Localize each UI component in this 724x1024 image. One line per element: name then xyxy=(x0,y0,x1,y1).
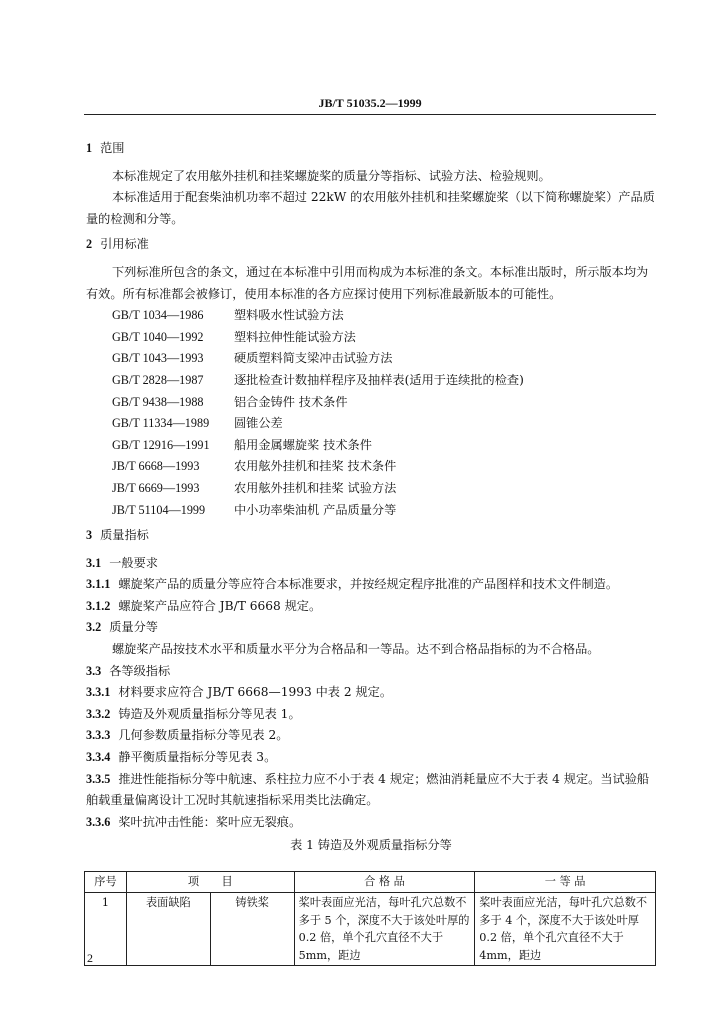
clause-text: 几何参数质量指标分等见表 2。 xyxy=(118,728,289,743)
clause-number: 3.3 xyxy=(86,663,102,678)
reference-title: 塑料拉伸性能试验方法 xyxy=(234,329,356,344)
reference-code: GB/T 1040—1992 xyxy=(112,329,204,344)
reference-list xyxy=(86,305,656,521)
paragraph: 下列标准所包含的条文，通过在本标准中引用而构成为本标准的条文。本标准出版时，所示版本均为有效。所有标准都会被修订，使用本标准的各方应探讨使用下列标准最新版本的可能性。 xyxy=(86,264,649,301)
table-header-row xyxy=(85,872,656,893)
cell-no: 1 xyxy=(85,893,127,966)
reference-item xyxy=(112,413,656,435)
reference-code: JB/T 6668—1993 xyxy=(112,459,200,474)
section-heading-2 xyxy=(86,234,656,256)
clause-number: 3.3.1 xyxy=(86,685,111,700)
reference-item xyxy=(112,305,656,327)
clause-number: 3.1 xyxy=(86,555,102,570)
cell-qualified: 桨叶表面应光洁，每叶孔穴总数不多于 5 个，深度不大于该处叶厚的 0.2 倍，单个孔穴直径不大于 5mm，距边 xyxy=(294,893,475,966)
reference-code: GB/T 2828—1987 xyxy=(112,372,204,387)
reference-title: 逐批检查计数抽样程序及抽样表(适用于连续批的检查) xyxy=(234,372,524,387)
reference-item xyxy=(112,348,656,370)
section-heading-1 xyxy=(86,138,656,160)
header-no: 序号 xyxy=(85,872,127,893)
reference-item xyxy=(112,435,656,457)
reference-code: JB/T 51104—1999 xyxy=(112,502,206,517)
clause-text: 铸造及外观质量指标分等见表 1。 xyxy=(118,706,301,721)
header-first-class: 一 等 品 xyxy=(475,872,656,893)
clause xyxy=(86,704,656,726)
body-content xyxy=(86,134,656,857)
reference-title: 铝合金铸件 技术条件 xyxy=(234,394,348,409)
table-row xyxy=(85,893,656,966)
clause xyxy=(86,682,656,704)
clause-number: 3.3.3 xyxy=(86,728,111,743)
clause-number: 3.3.5 xyxy=(86,771,111,786)
paragraph: 本标准规定了农用舷外挂机和挂桨螺旋桨的质量分等指标、试验方法、检验规则。 xyxy=(112,168,551,183)
reference-item xyxy=(112,327,656,349)
section-title: 范围 xyxy=(100,141,125,155)
table-caption: 表 1 铸造及外观质量指标分等 xyxy=(290,838,452,853)
clause-text: 一般要求 xyxy=(109,555,158,570)
cell-first-class: 桨叶表面应光洁，每叶孔穴总数不多于 4 个，深度不大于该处叶厚 0.2 倍，单个孔穴直径不大于 4mm，距边 xyxy=(475,893,656,966)
clause-text: 推进性能指标分等中航速、系柱拉力应不小于表 4 规定；燃油消耗量应不大于表 4 规定。当试验船舶载重量偏离设计工况时其航速指标采用类比法确定。 xyxy=(86,771,650,808)
quality-table xyxy=(84,871,656,966)
clause-text: 静平衡质量指标分等见表 3。 xyxy=(118,750,277,765)
section-title: 引用标准 xyxy=(100,237,149,252)
reference-title: 塑料吸水性试验方法 xyxy=(234,308,344,323)
clause-text: 桨叶抗冲击性能：桨叶应无裂痕。 xyxy=(118,814,302,829)
section-heading-3 xyxy=(86,525,656,547)
reference-item xyxy=(112,370,656,392)
clause-text: 材料要求应符合 JB/T 6668—1993 中表 2 规定。 xyxy=(118,685,393,700)
cell-subitem: 铸铁桨 xyxy=(210,893,294,966)
reference-title: 船用金属螺旋桨 技术条件 xyxy=(234,437,372,452)
section-title: 质量指标 xyxy=(100,528,149,543)
reference-title: 硬质塑料简支梁冲击试验方法 xyxy=(234,351,393,366)
header-qualified: 合 格 品 xyxy=(294,872,475,893)
reference-item xyxy=(112,392,656,414)
clause xyxy=(86,596,656,618)
clause xyxy=(86,617,656,639)
reference-item xyxy=(112,456,656,478)
clause xyxy=(86,661,656,683)
section-number: 1 xyxy=(86,141,93,155)
paragraph: 本标准适用于配套柴油机功率不超过 22kW 的农用舷外挂机和挂桨螺旋桨（以下简称螺旋桨）产品质量的检测和分等。 xyxy=(86,190,655,226)
clause xyxy=(86,812,656,834)
cell-category: 表面缺陷 xyxy=(126,893,210,966)
page-number: 2 xyxy=(87,951,93,965)
clause-number: 3.3.4 xyxy=(86,750,111,765)
running-header: JB/T 51035.2—1999 xyxy=(318,96,422,110)
reference-code: GB/T 9438—1988 xyxy=(112,394,204,409)
reference-title: 中小功率柴油机 产品质量分等 xyxy=(234,502,397,517)
reference-code: JB/T 6669—1993 xyxy=(112,480,200,495)
reference-title: 圆锥公差 xyxy=(234,416,283,431)
paragraph: 螺旋桨产品按技术水平和质量水平分为合格品和一等品。达不到合格品指标的为不合格品。 xyxy=(112,642,600,657)
clause-text: 螺旋桨产品的质量分等应符合本标准要求，并按经规定程序批准的产品图样和技术文件制造。 xyxy=(118,577,619,592)
reference-code: GB/T 1043—1993 xyxy=(112,351,204,366)
section-number: 2 xyxy=(86,237,93,252)
reference-code: GB/T 12916—1991 xyxy=(112,437,210,452)
clause-number: 3.1.2 xyxy=(86,598,111,613)
reference-code: GB/T 11334—1989 xyxy=(112,416,210,431)
clause xyxy=(86,747,656,769)
clause-text: 螺旋桨产品应符合 JB/T 6668 规定。 xyxy=(118,598,322,613)
clause xyxy=(86,574,656,596)
reference-title: 农用舷外挂机和挂桨 试验方法 xyxy=(234,480,397,495)
reference-title: 农用舷外挂机和挂桨 技术条件 xyxy=(234,459,397,474)
header-item: 项 目 xyxy=(126,872,294,893)
reference-code: GB/T 1034—1986 xyxy=(112,308,204,323)
clause-number: 3.3.2 xyxy=(86,706,111,721)
clause-number: 3.2 xyxy=(86,620,102,635)
clause xyxy=(86,769,656,812)
clause-text: 质量分等 xyxy=(109,620,158,635)
clause-text: 各等级指标 xyxy=(109,663,171,678)
reference-item xyxy=(112,478,656,500)
clause xyxy=(86,725,656,747)
clause-number: 3.3.6 xyxy=(86,814,111,829)
clause-number: 3.1.1 xyxy=(86,577,111,592)
section-number: 3 xyxy=(86,528,93,543)
clause xyxy=(86,553,656,575)
header-rule xyxy=(84,114,656,115)
reference-item xyxy=(112,500,656,522)
